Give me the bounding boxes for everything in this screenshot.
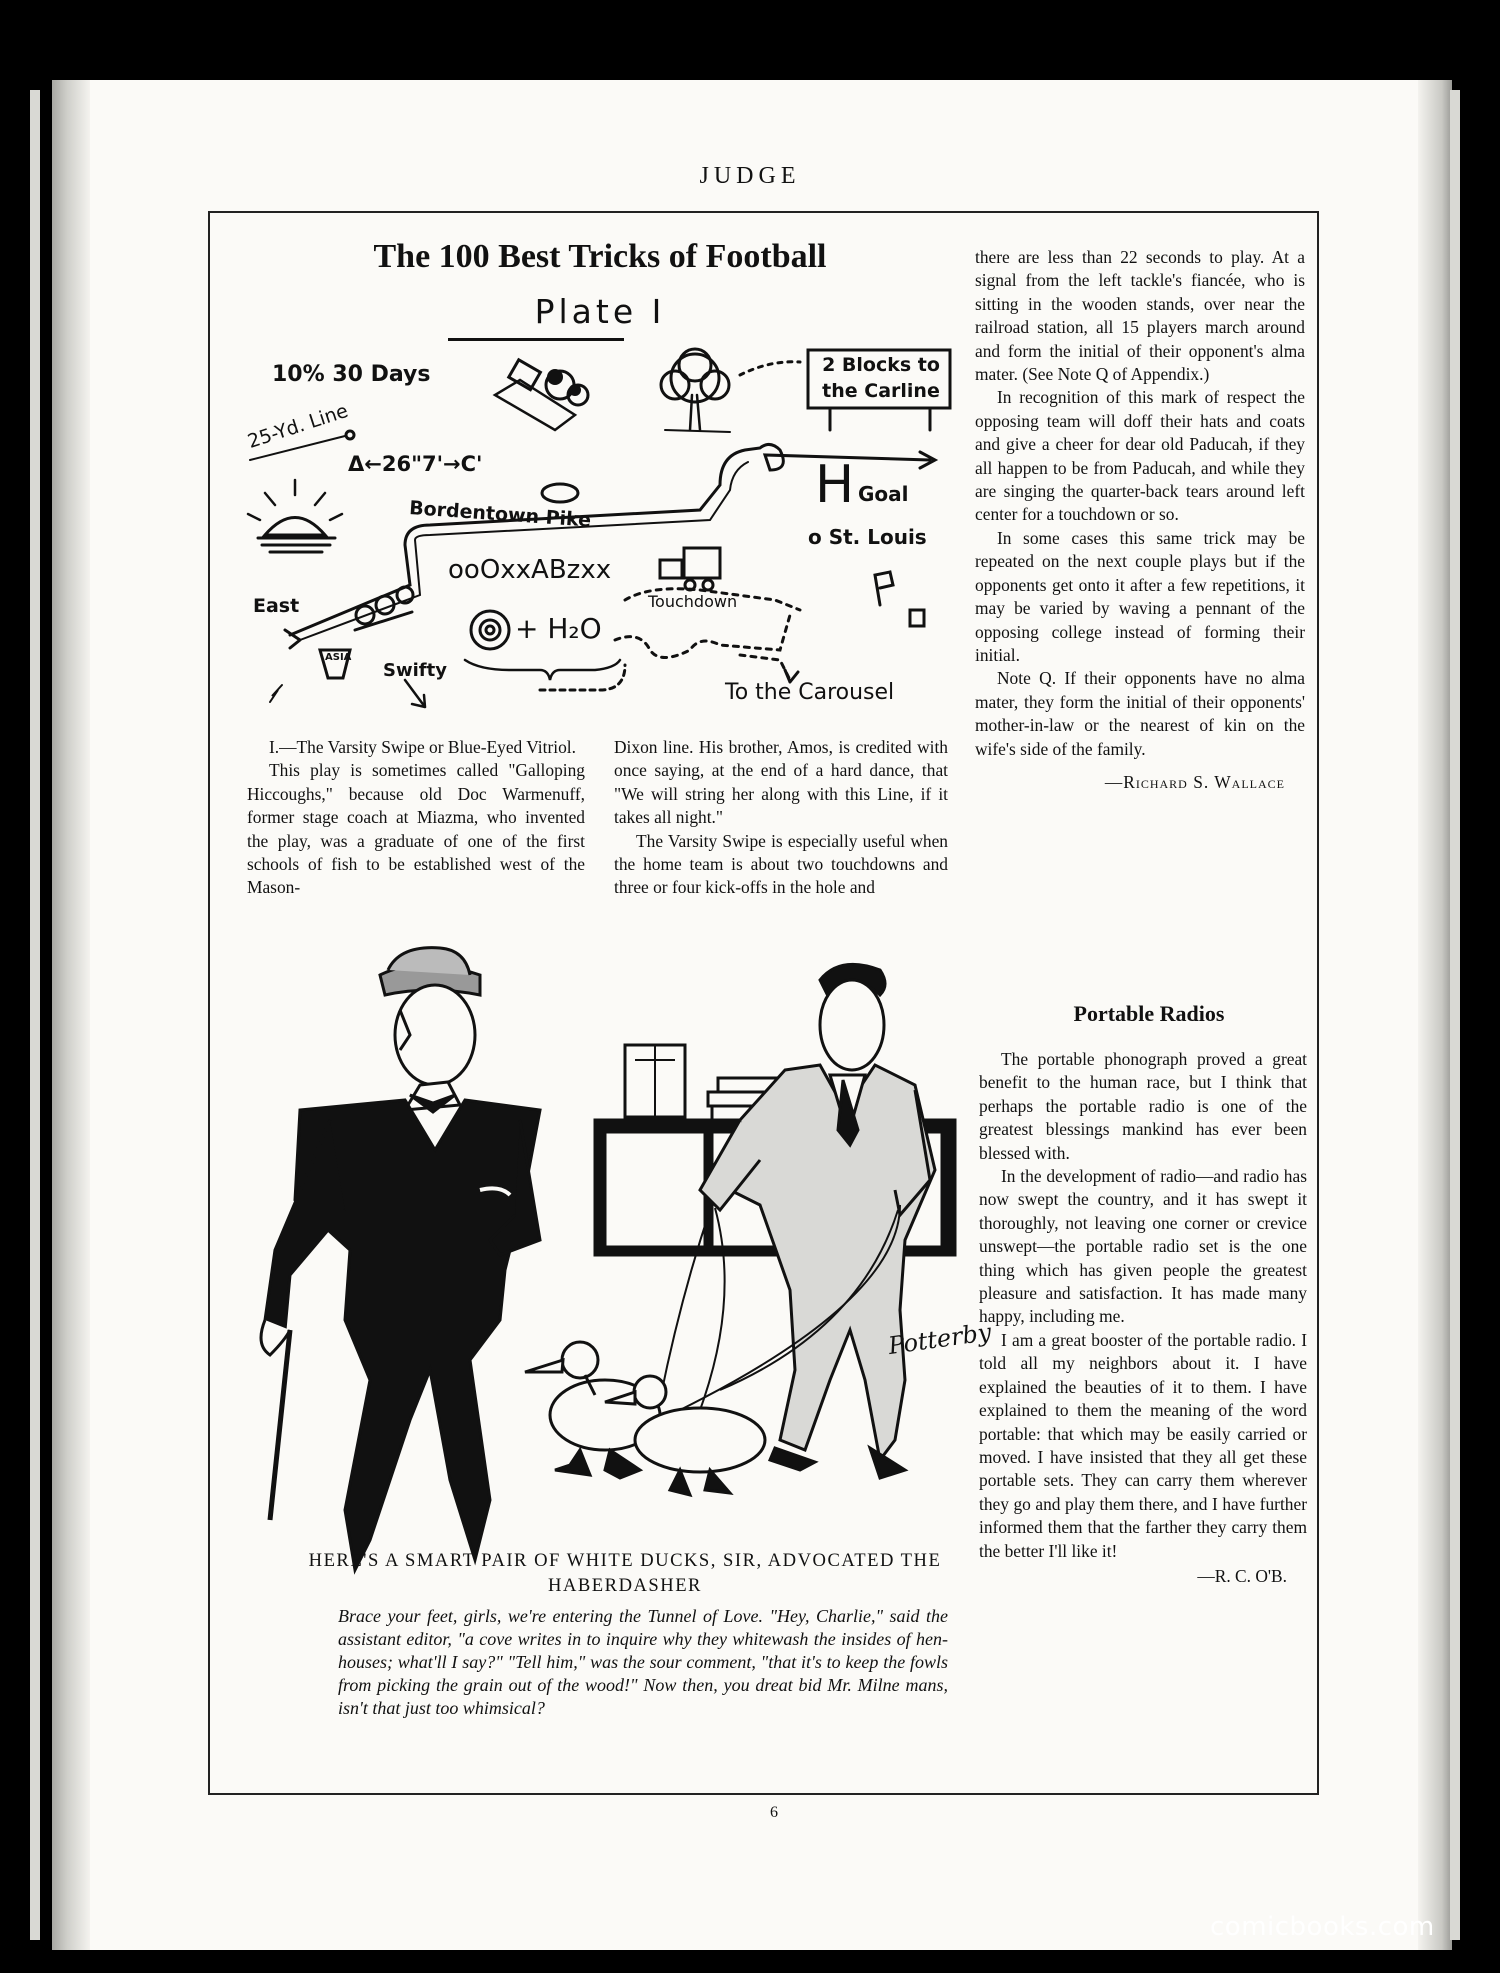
radios-title: Portable Radios [1073, 1001, 1225, 1026]
label-goal-h: H [815, 455, 855, 515]
label-measurement: Δ←26"7'→C' [348, 452, 483, 476]
article-paragraph: This play is sometimes called "Galloping Hiccoughs," because old Doc Warmenuff, former stage coach at Miazma, who invented the play, was a graduate of one of the first schools of fish to be established west of the Mason- [247, 760, 585, 898]
label-blocks-sign: 2 Blocks to the Carline [822, 354, 940, 402]
article-title: The 100 Best Tricks of Football [373, 238, 827, 275]
artist-signature: Potterby [886, 1317, 993, 1361]
label-ten-percent: 10% 30 Days [272, 362, 431, 387]
label-goal: Goal [858, 482, 909, 506]
label-swifty: Swifty [383, 660, 447, 681]
article-paragraph: I.—The Varsity Swipe or Blue-Eyed Vitriol. [269, 737, 576, 757]
label-carousel: To the Carousel [725, 680, 895, 705]
article-signature: —Richard S. Wallace [1104, 771, 1285, 792]
article-paragraph: Note Q. If their opponents have no alma mater, they form the initial of their opponents' mother-in-law or the nearest of kin on the wife's side of the family. [975, 668, 1305, 759]
plate-heading: Plate I [534, 292, 666, 331]
gentleman-figure [261, 948, 540, 1570]
radios-signature: —R. C. O'B. [1197, 1565, 1287, 1586]
radios-paragraph: In the development of radio—and radio has now swept the country, and it has swept it thoroughly, not leaving one corner or crevice unswept—the portable radio set is the one thing which has given people the greatest pleasure and satisfaction. It has made many happy, including me. [979, 1166, 1307, 1327]
article-paragraph: Dixon line. His brother, Amos, is credited with once saying, at the end of a hard dance, that "We will string her along with this Line, if it takes all night." [614, 737, 948, 828]
cartoon-caption-body: Brace your feet, girls, we're entering the Tunnel of Love. "Hey, Charlie," said the assistant editor, "a cove writes in to inquire why they whitewash the insides of hen-houses; what'll I say?" "Tell him," was the sour comment, "that it's to keep the fowls from picking the grain out of the wood!" Now then, you dreat bid Mr. Milne mans, isn't that just too whimsical? [338, 1606, 948, 1718]
radios-paragraph: The portable phonograph proved a great benefit to the human race, but I think that perhaps the portable radio is one of the greatest blessings mankind has ever been blessed with. [979, 1049, 1307, 1163]
radios-paragraph: I am a great booster of the portable radio. I told all my neighbors about it. I have explained the beauties of it to them. I have explained to them the meaning of the word portable: that which may be easily carried or moved. I have insisted that they all get these portable sets. They can carry them wherever they go and play them there, and I have further informed them that the farther they carry them the better I'll like it! [979, 1329, 1307, 1561]
label-h2o: + H₂O [515, 612, 602, 645]
running-head: JUDGE [699, 163, 801, 189]
article-paragraph: there are less than 22 seconds to play. At a signal from the left tackle's fiancée, who is sitting in the wooden stands, over near the railroad station, all 15 players march around and form the initial of their opponent's alma mater. (See Note Q of Appendix.) [975, 247, 1305, 385]
label-formula: ooOxxABzxx [448, 555, 612, 585]
article-paragraph: The Varsity Swipe is especially useful when the home team is about two touchdowns and three or four kick-offs in the hole and [614, 830, 948, 898]
label-asia: ASIA [325, 652, 352, 663]
article-paragraph: In recognition of this mark of respect the opposing team will doff their hats and coats and give a cheer for dear old Paducah, if they all happen to be from Paducah, and while they are singing the quarter-back tears around left center for a touchdown or so. [975, 387, 1305, 525]
label-bordentown-pike: Bordentown Pike [408, 497, 592, 532]
article-paragraph: In some cases this same trick may be repeated on the next couple plays but if the opponents get onto it after a few repetitions, it may be varied by waving a pennant of the opposing college instead of forming their initial. [975, 527, 1305, 665]
label-st-louis: o St. Louis [808, 525, 927, 549]
label-yard-line: 25-Yd. Line [245, 399, 351, 453]
cartoon-caption-head: HERE'S A SMART PAIR OF WHITE DUCKS, SIR, ADVOCATED THE HABERDASHER [308, 1550, 942, 1596]
label-east: East [253, 595, 300, 617]
white-ducks [525, 1342, 765, 1495]
site-watermark: comicbooks.com [1210, 1912, 1435, 1942]
page-number: 6 [770, 1804, 778, 1821]
label-touchdown: Touchdown [648, 592, 738, 611]
